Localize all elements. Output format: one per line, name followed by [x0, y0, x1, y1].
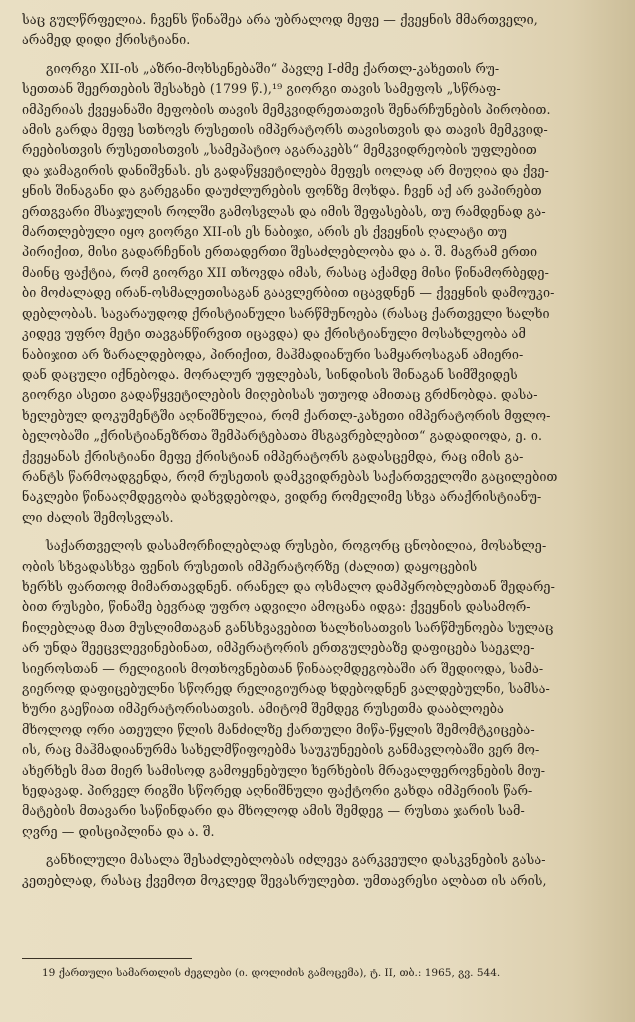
text-line: პირიქით, მისი გადარჩენის ერთადერთი შესაძლებლობა და ა. შ. მაგრამ ერთი [22, 244, 538, 260]
text-line: ჩილებლად მათ მუსლიმთაგან განსხვავებით ხალხისათვის სარწმუნოება სულაც [22, 619, 554, 635]
text-line: ბი მოძალადე ირან-ოსმალეთისაგან გაავლერბით იცავდნენ — ქვეყნის დამოუკი- [22, 285, 555, 301]
text-line: და ჯამაგირის დანიშვნას. ეს გადაწყვეტილება მეფეს იოლად არ მიუღია და ქვე- [22, 162, 550, 178]
text-line: კიდევ უფრო მეტი თავგანწირვით იცავდა) და ქრისტიანული მოსახლეობა ამ [22, 326, 526, 342]
text-line: ბელობაში „ქრისტიანეზრთა შემპარტებათა მსგავრებლებით“ გადადიოდა, ე. ი. [22, 428, 543, 444]
text-line: გიეროდ დაფიცებულნი სწორედ რელიგიურად ხდებოდნენ ვალდებულნი, სამსა- [22, 681, 550, 696]
text-line: ღვრე — დისციპლინა და ა. შ. [22, 823, 215, 839]
text-line: არამედ დიდი ქრისტიანი. [22, 32, 191, 48]
text-line: სიეროსთან — რელიგიის მოთხოვნებთან წინააღმდეგობაში არ შედიოდა, სამა- [22, 660, 544, 676]
text-line: მხოლოდ ორი ათეული წლის მანძილზე ქართული მიწა-წყლის შემომტკიცება- [22, 721, 535, 737]
text-line: ქვეყანას ქრისტიანი მეფე ქრისტიან იმპერატორს გადასცემდა, რაც იმის გა- [22, 448, 524, 464]
text-line: გიორგი ასეთი გადაწყვეტილების მიღებისას უთუოდ ამითაც გრძნობდა. დასა- [22, 387, 538, 403]
text-line: ერთგვარი მსაჯულის როლში გამოსვლას და იმის შეფასებას, თუ რამდენად გა- [22, 203, 546, 219]
text-line: რანტს წარმოადგენდა, რომ რუსეთის დამკვიდრებას საქართველოში გაცილებით [22, 468, 558, 484]
text-line: ის, რაც მაჰმადიანურმა სახელმწიფოებმა საუკუნეების განმავლობაში ვერ მო- [22, 742, 540, 758]
footnote-divider [22, 958, 192, 959]
text-line: ბით რუსები, წინაშე ბევრად უფრო ადვილი ამოცანა იდგა: ქვეყნის დასამორ- [22, 599, 531, 615]
text-line: დან დაცული იქნებოდა. მორალურ უფლებას, სინდისის შინაგან სიმშვიდეს [22, 366, 518, 382]
text-line: ნაბიჯით არ ზარალდებოდა, პირიქით, მაჰმადიანური სამყაროსაგან ამიერი- [22, 346, 524, 362]
paragraph-2 [22, 59, 630, 528]
text-line: ლი ძალის შემოსვლას. [22, 509, 174, 525]
text-line: რეებისთვის რუსეთისთვის „სამეპატიო აგარაკებს“ მემკვიდრეობის უფლებით [22, 142, 537, 158]
text-line: არ უნდა შეეცვლევინებინათ, იმპერატორის ერთგულებაზე დაფიცება საეკლე- [22, 640, 535, 656]
paragraph-1 [22, 10, 630, 51]
text-line: ხური გაეწიათ იმპერატორისათვის. ამიტომ შემდეგ რუსეთმა დააბლოება [22, 701, 504, 717]
text-line: დებლობას. სავარაუდოდ ქრისტიანული სარწმუნოება (რასაც ქართველი ხალხი [22, 305, 550, 321]
paragraph-4 [22, 850, 630, 891]
footnote-19: 19 ქართული სამართლის ძეგლები (ი. დოლიძის გამოცემა), ტ. II, თბ.: 1965, გვ. 544. [42, 967, 501, 979]
text-line: ახერხეს მათ მიერ სამისოდ გამოყენებული ხერხების მრავალფეროვნების მიუ- [22, 762, 546, 778]
text-line: გიორგი XII-ის „აზრი-მოხსენებაში“ პავლე I-ძმე ქართლ-კახეთის რუ- [46, 60, 500, 76]
body-text [22, 10, 630, 891]
text-line: მაინც ფაქტია, რომ გიორგი XII თხოვდა იმას, რასაც აქამდე მისი წინამორბედე- [22, 264, 549, 280]
text-line: განხილული მასალა შესაძლებლობას იძლევა გარკვეული დასკვნების გასა- [46, 852, 546, 868]
text-line: ხერხს ფართოდ მიმართავდნენ. ირანელ და ოსმალო დამპყრობლებთან შედარე- [22, 578, 555, 594]
text-line: მატების მთავარი საწინდარი და მხოლოდ ამის შემდეგ — რუსთა ჯარის სამ- [22, 803, 525, 819]
text-line: ხელებულ დოკუმენტში აღნიშნულია, რომ ქართლ-კახეთი იმპერატორის მფლო- [22, 407, 551, 423]
text-line: მართლებული იყო გიორგი XII-ის ეს ნაბიჯი, არის ეს ქვეყნის ღალატი თუ [22, 224, 508, 240]
text-line: ნაკლები წინააღმდეგობა დახვდებოდა, ვიდრე რომელიმე სხვა არაქრისტიანუ- [22, 489, 542, 505]
text-line: კეთებლად, რასაც ქვემოთ მოკლედ შევასრულებთ. უმთავრესი ალბათ ის არის, [22, 872, 547, 888]
text-line: იმპერიას ქვეყანაში მეფობის თავის მემკვიდრეთათვის შენარჩუნების პირობით. [22, 101, 551, 117]
text-line: სეთთან შეერთების შესახებ (1799 წ.),¹⁹ გიორგი თავის სამეფოს „სწრაფ- [22, 81, 501, 97]
text-line: ამის გარდა მეფე სთხოვს რუსეთის იმპერატორს თავისთვის და თავის მემკვიდ- [22, 122, 548, 138]
text-line: ხედავად. პირველ რიგში სწორედ აღნიშნული ფაქტორი გახდა იმპერიის წარ- [22, 783, 533, 799]
text-line: საქართველოს დასამორჩილებლად რუსები, როგორც ცნობილია, მოსახლე- [46, 538, 547, 554]
text-line: საც გულწრფელია. ჩვენს წინაშეა არა უბრალოდ მეფე — ქვეყნის მმართველი, [22, 12, 538, 27]
paragraph-3 [22, 536, 630, 842]
text-line: ყნის შინაგანი და გარეგანი დაუძლურების ფონზე მოხდა. ჩვენ აქ არ ვაპირებთ [22, 183, 542, 199]
text-line: ობის სხვადასხვა ფენის რუსეთის იმპერატორზე (ძალით) დაყოცების [22, 558, 478, 574]
